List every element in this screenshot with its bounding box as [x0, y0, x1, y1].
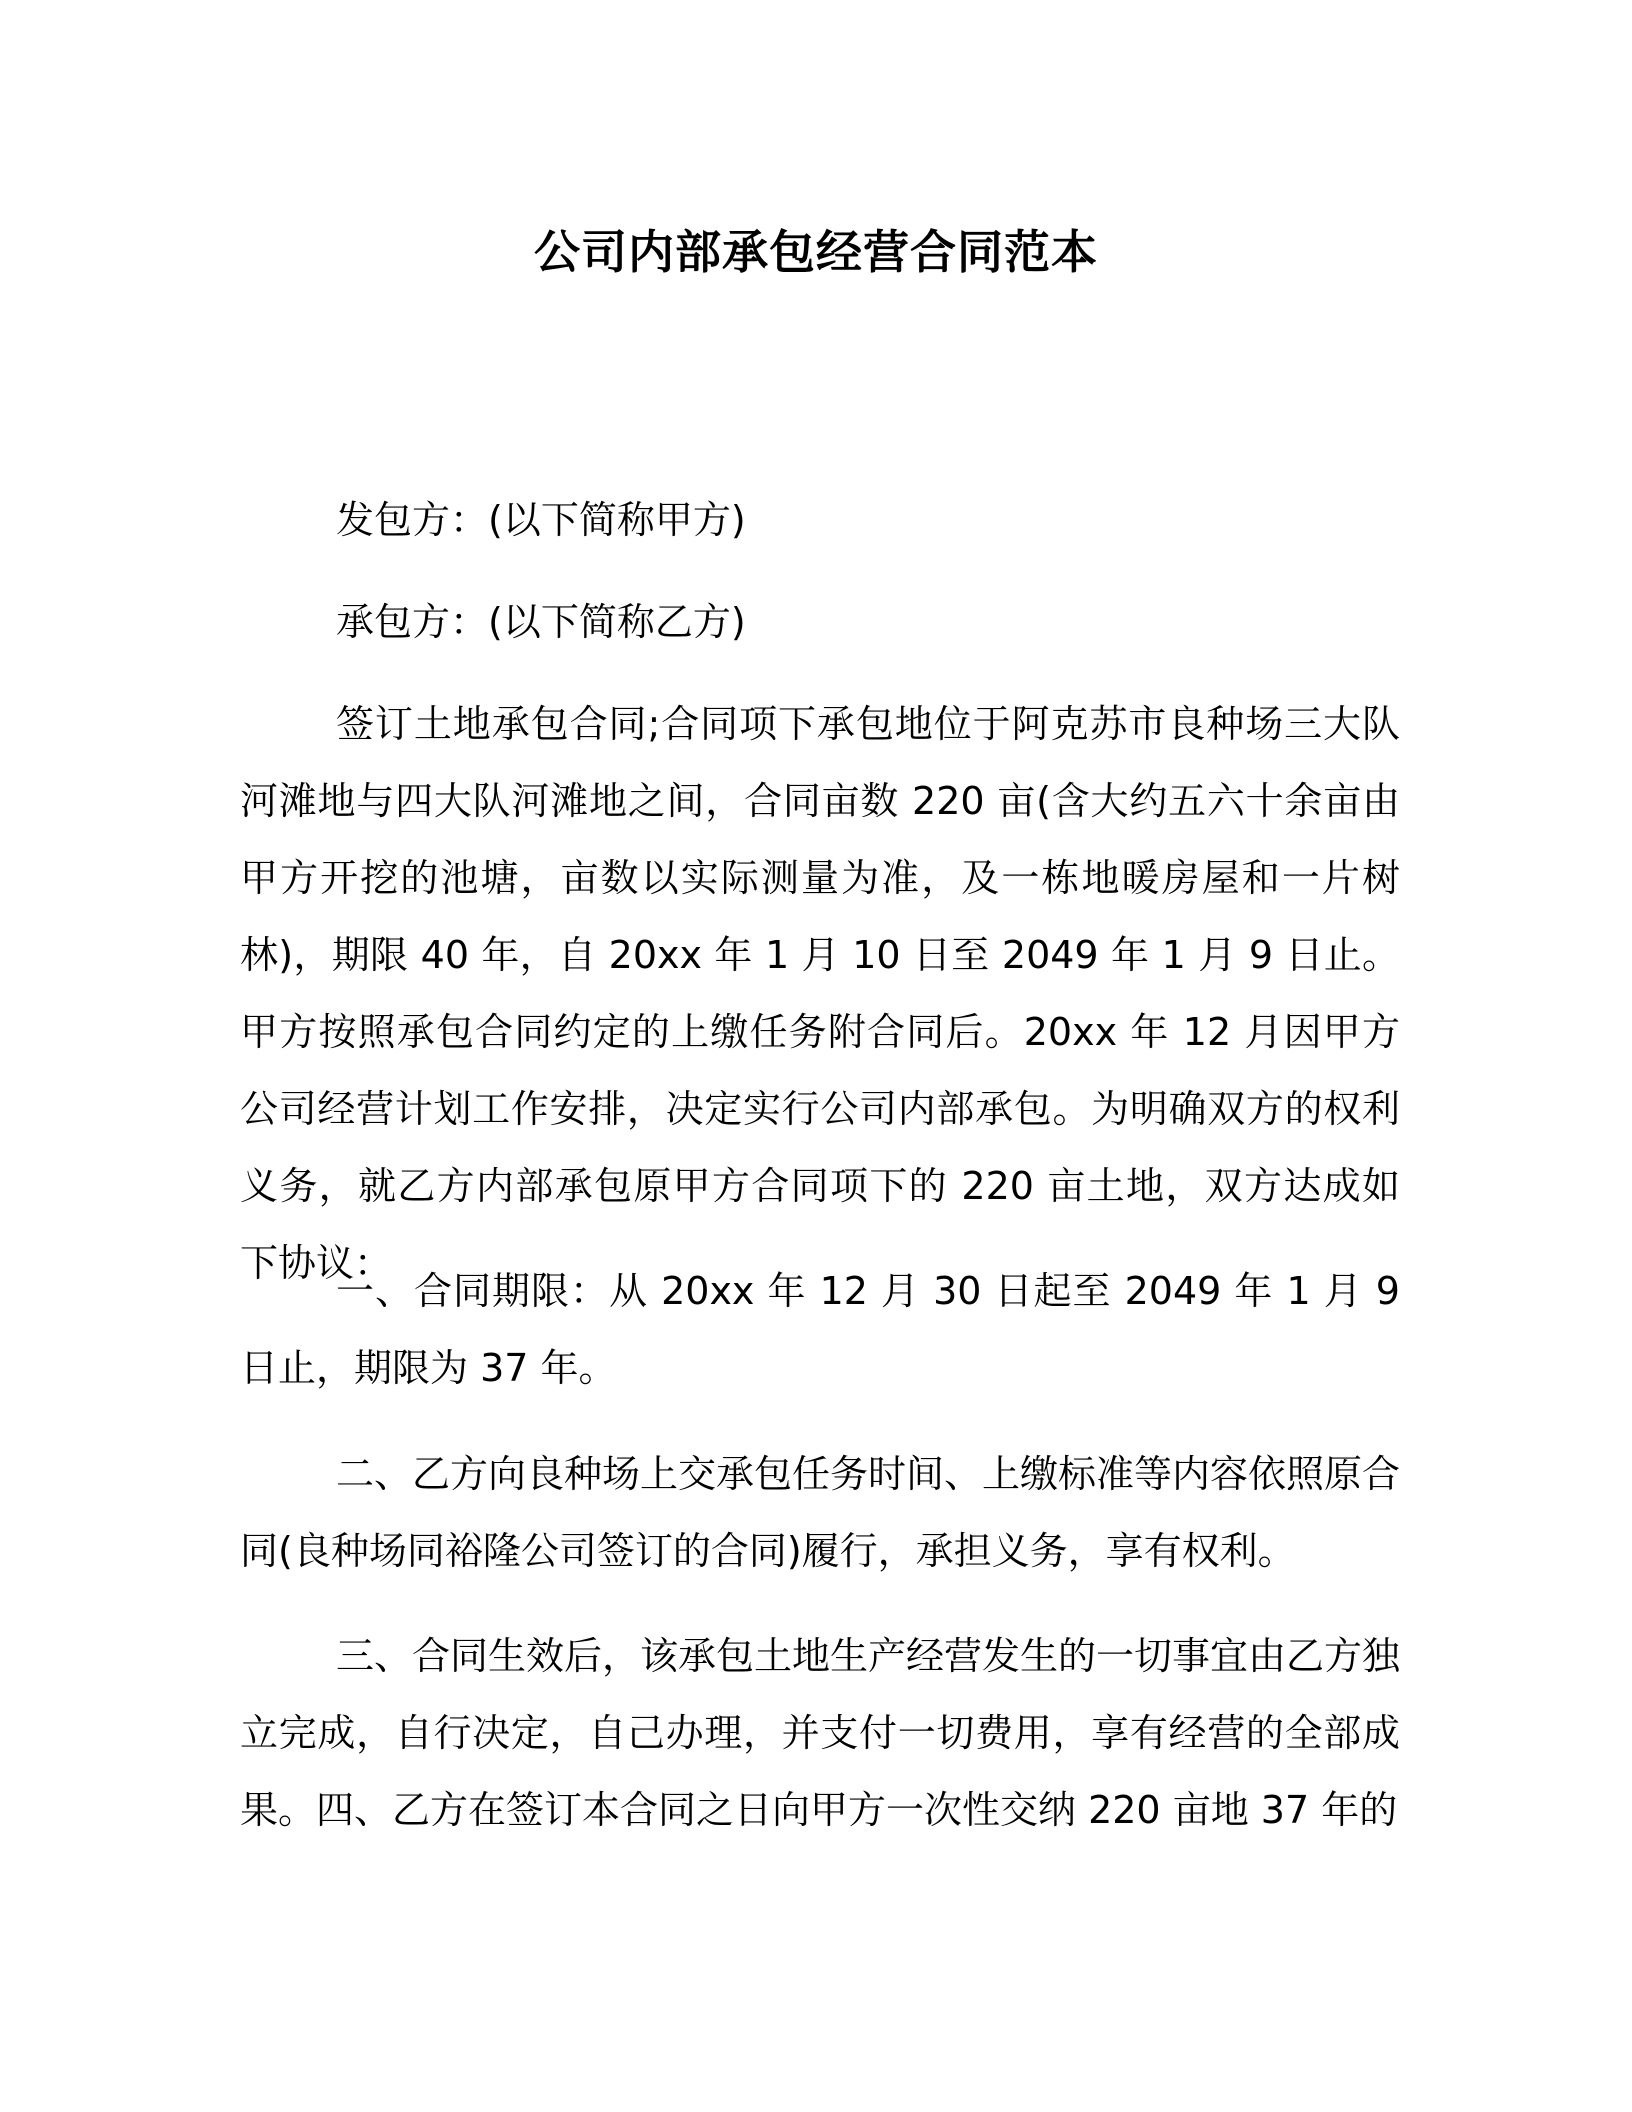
- article-3-paragraph: 三、合同生效后，该承包土地生产经营发生的一切事宜由乙方独立完成，自行决定，自己办理，并支付一切费用，享有经营的全部成果。四、乙方在签订本合同之日向甲方一次性交纳 220 亩地 37 年的: [240, 1634, 1401, 1832]
- article-1-paragraph: 一、合同期限：从 20xx 年 12 月 30 日起至 2049 年 1 月 9 日止，期限为 37 年。: [240, 1269, 1400, 1390]
- intro-paragraph: 签订土地承包合同;合同项下承包地位于阿克苏市良种场三大队河滩地与四大队河滩地之间，合同亩数 220 亩(含大约五六十余亩由甲方开挖的池塘，亩数以实际测量为准，及一栋地暖房屋和一片树林)，期限 40 年，自 20xx 年 1 月 10 日至 2049 年 1 月 9 日止。甲方按照承包合同约定的上缴任务附合同后。20xx 年 12 月因甲方公司经营计划工作安排，决定实行公司内部承包。为明确双方的权利义务，就乙方内部承包原甲方合同项下的 220 亩土地，双方达成如下协议：: [240, 702, 1400, 1285]
- document-title: 公司内部承包经营合同范本: [534, 225, 1098, 279]
- party-a-line: 发包方：(以下简称甲方): [336, 498, 746, 542]
- article-2-paragraph: 二、乙方向良种场上交承包任务时间、上缴标准等内容依照原合同(良种场同裕隆公司签订的合同)履行，承担义务，享有权利。: [240, 1452, 1401, 1573]
- party-b-line: 承包方：(以下简称乙方): [336, 600, 746, 644]
